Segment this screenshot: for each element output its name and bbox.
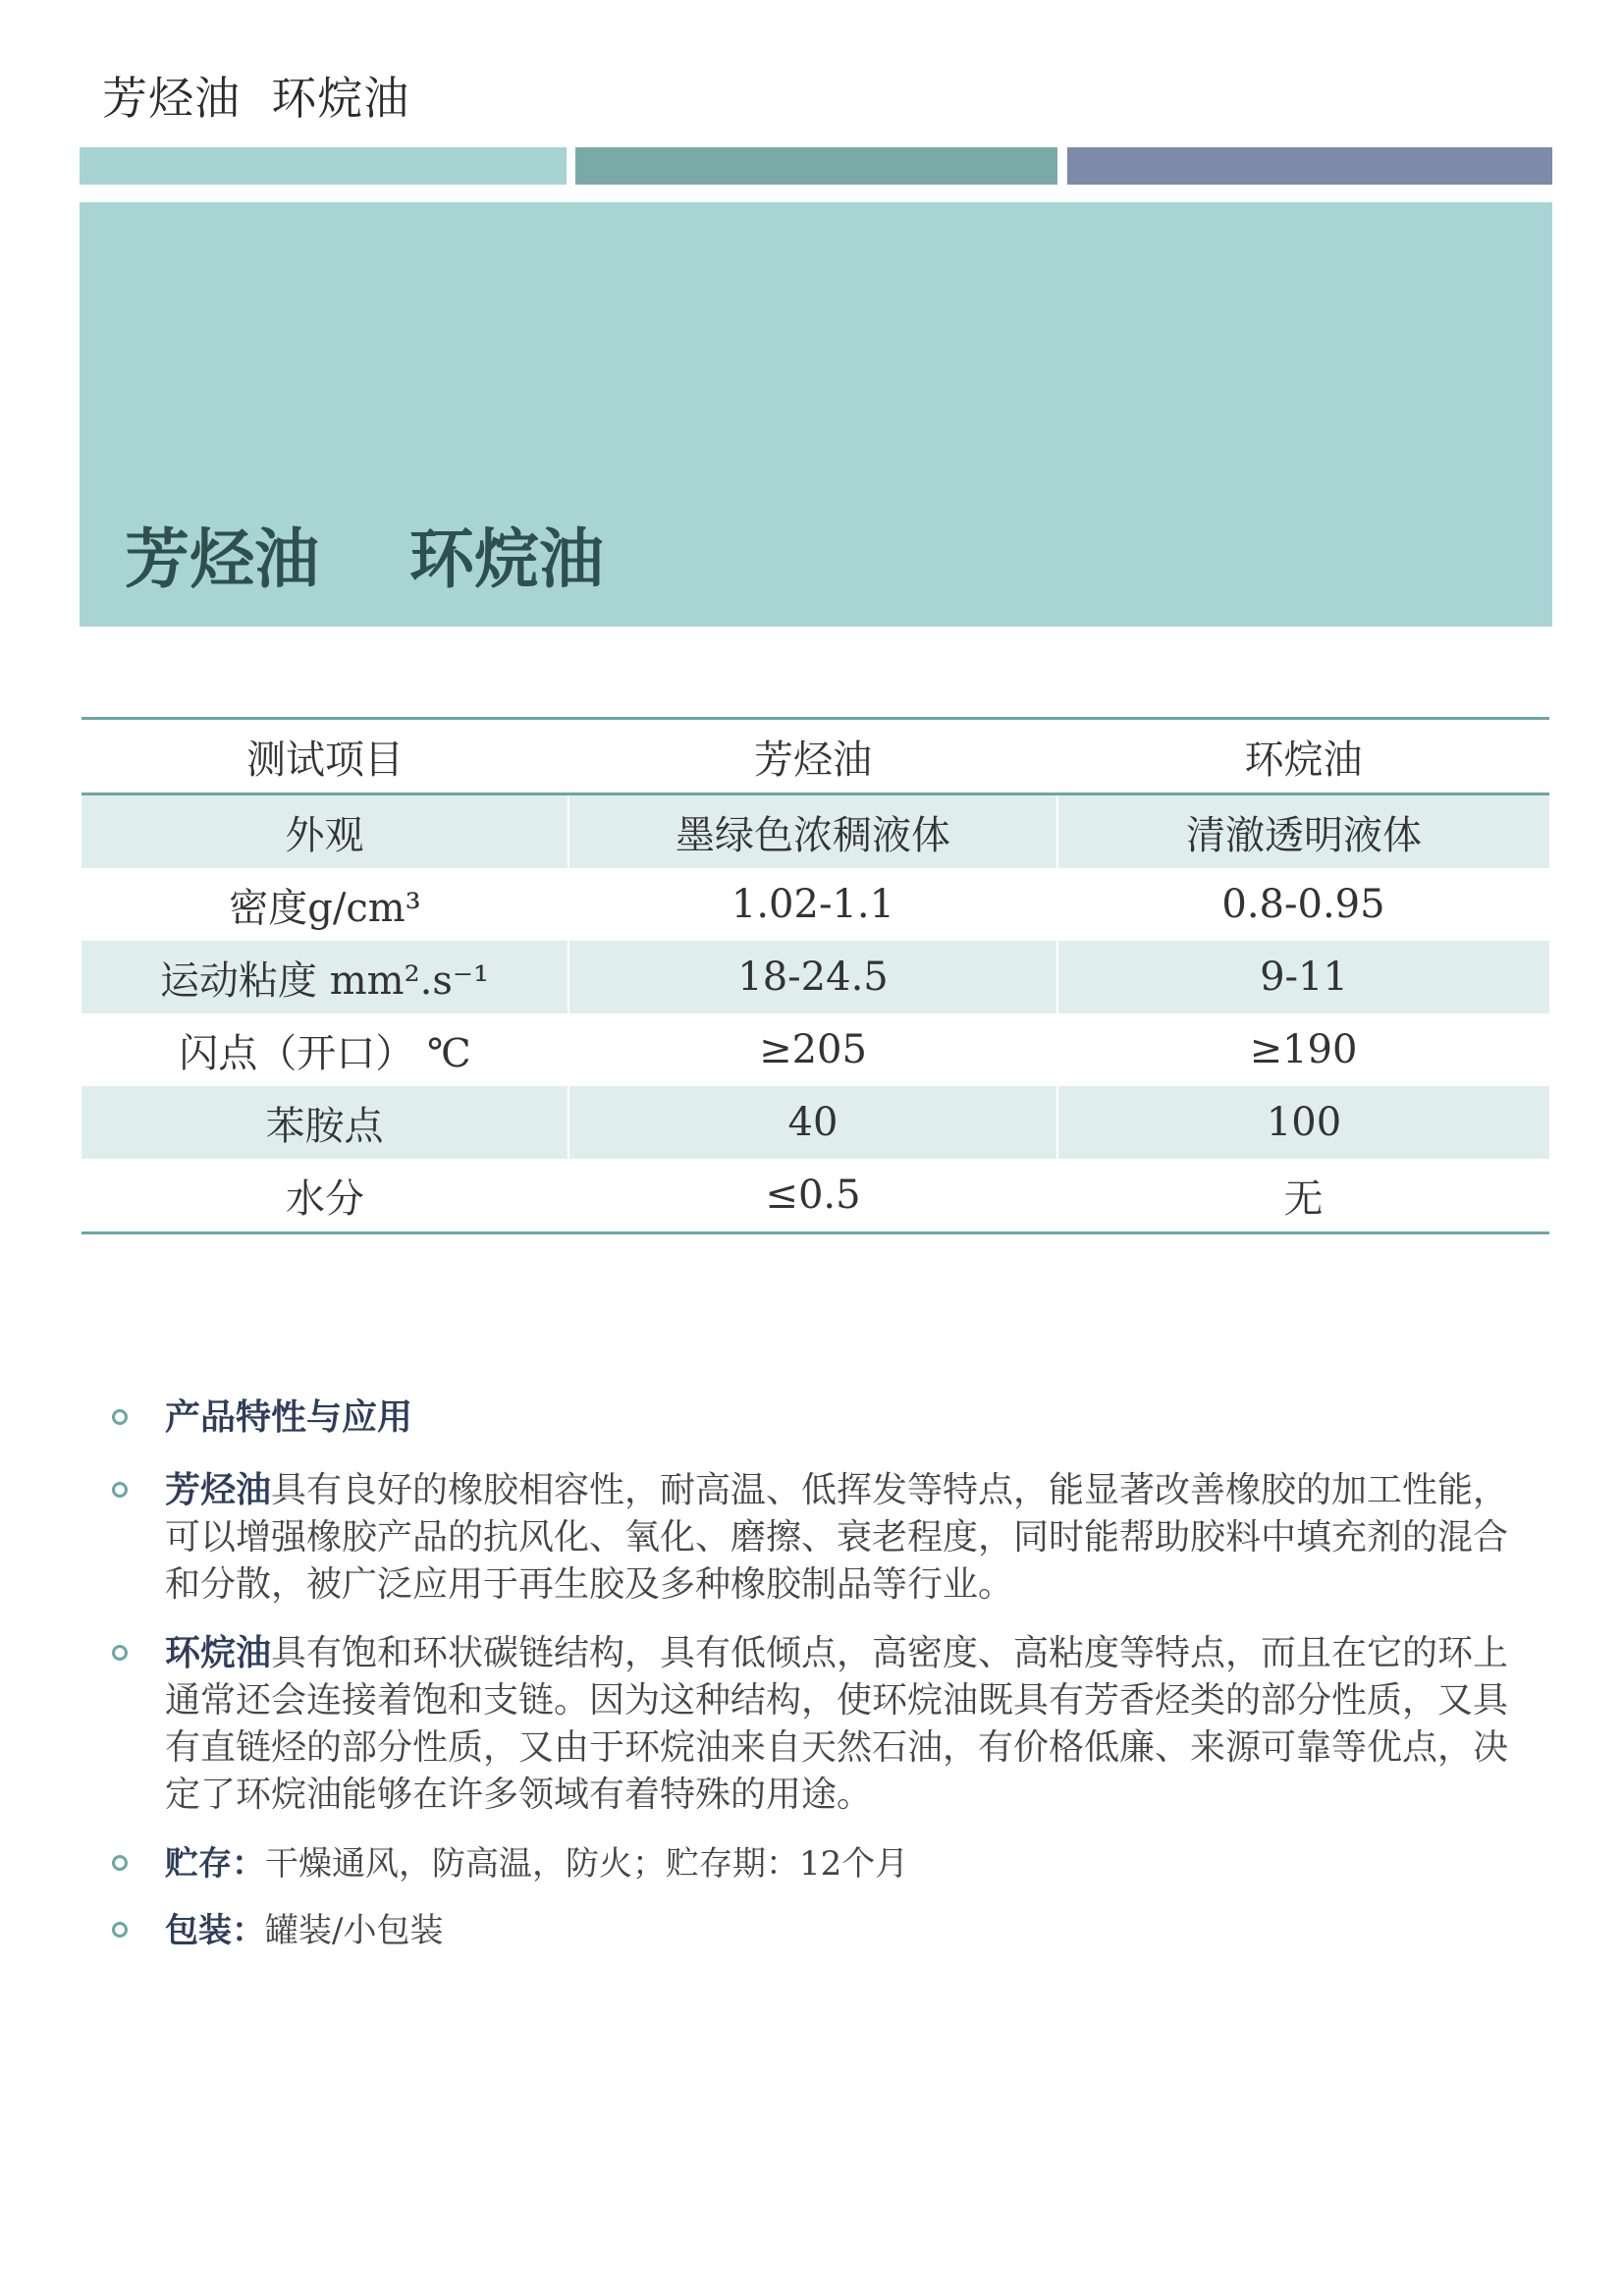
list-item: [110, 1467, 1514, 1609]
table-cell: 外观: [81, 794, 568, 869]
circle-bullet-icon: [112, 1645, 128, 1661]
packaging-text: 罐装/小包装: [265, 1911, 444, 1950]
table-cell: 9-11: [1057, 941, 1549, 1013]
decorative-stripe-dark: [1067, 147, 1552, 185]
table-cell: ≥205: [759, 1027, 867, 1072]
table-header-cell: 芳烃油: [568, 719, 1057, 794]
list-item: [110, 1907, 1514, 1954]
table-cell: 无: [1283, 1175, 1324, 1222]
decorative-stripe-mid: [575, 147, 1057, 185]
table-cell: ≥190: [1249, 1027, 1358, 1072]
naphthenic-oil-label: 环烷油: [165, 1633, 272, 1673]
list-item: [110, 1840, 1514, 1887]
table-cell: 18-24.5: [568, 941, 1057, 1013]
list-item: [110, 1394, 1514, 1442]
table-cell: 密度g/cm³: [229, 885, 421, 931]
circle-bullet-icon: [112, 1922, 128, 1938]
table-row: [81, 1086, 1549, 1159]
storage-text: 干燥通风，防高温，防火；贮存期：12个月: [265, 1844, 909, 1884]
list-item: [110, 1630, 1514, 1819]
table-header-cell: 环烷油: [1057, 719, 1549, 794]
table-cell: 0.8-0.95: [1221, 882, 1385, 927]
circle-bullet-icon: [112, 1482, 128, 1498]
packaging-label: 包装：: [165, 1911, 265, 1950]
table-cell: 苯胺点: [81, 1086, 568, 1159]
aromatic-oil-label: 芳烃油: [165, 1470, 272, 1510]
document-title: 芳烃油 环烷油: [102, 72, 410, 125]
table-cell: 墨绿色浓稠液体: [568, 794, 1057, 869]
circle-bullet-icon: [112, 1855, 128, 1871]
aromatic-oil-description: 具有良好的橡胶相容性，耐高温、低挥发等特点，能显著改善橡胶的加工性能，可以增强橡胶产品的抗风化、氧化、磨擦、衰老程度，同时能帮助胶料中填充剂的混合和分散，被广泛应用于再生胶及多种橡胶制品等行业。: [165, 1470, 1509, 1605]
table-row: [81, 868, 1549, 941]
table-cell: 闪点（开口） ℃: [179, 1030, 471, 1076]
table-cell: ≤0.5: [765, 1173, 861, 1218]
table-cell: 运动粘度 mm².s⁻¹: [81, 941, 568, 1013]
table-cell: 100: [1057, 1086, 1549, 1159]
table-row: [81, 1013, 1549, 1086]
banner-title: 芳烃油 环烷油: [125, 521, 604, 597]
decorative-stripe-light: [80, 147, 567, 185]
table-row: [81, 941, 1549, 1013]
circle-bullet-icon: [112, 1409, 128, 1425]
features-heading: 产品特性与应用: [165, 1397, 413, 1438]
table-header-cell: 测试项目: [81, 719, 568, 794]
table-row: [81, 1159, 1549, 1233]
specification-table: [81, 717, 1549, 1234]
features-list: [110, 1394, 1514, 1974]
storage-label: 贮存：: [165, 1844, 265, 1884]
table-row: [81, 794, 1549, 869]
naphthenic-oil-description: 具有饱和环状碳链结构，具有低倾点，高密度、高粘度等特点，而且在它的环上通常还会连接着饱和支链。因为这种结构，使环烷油既具有芳香烃类的部分性质，又具有直链烃的部分性质，又由于环烷油来自天然石油，有价格低廉、来源可靠等优点，决定了环烷油能够在许多领域有着特殊的用途。: [165, 1633, 1509, 1815]
table-cell: 40: [568, 1086, 1057, 1159]
title-banner: [80, 202, 1552, 627]
table-header-row: [81, 719, 1549, 794]
table-cell: 1.02-1.1: [730, 882, 895, 927]
table-cell: 水分: [286, 1175, 364, 1222]
table-cell: 清澈透明液体: [1057, 794, 1549, 869]
